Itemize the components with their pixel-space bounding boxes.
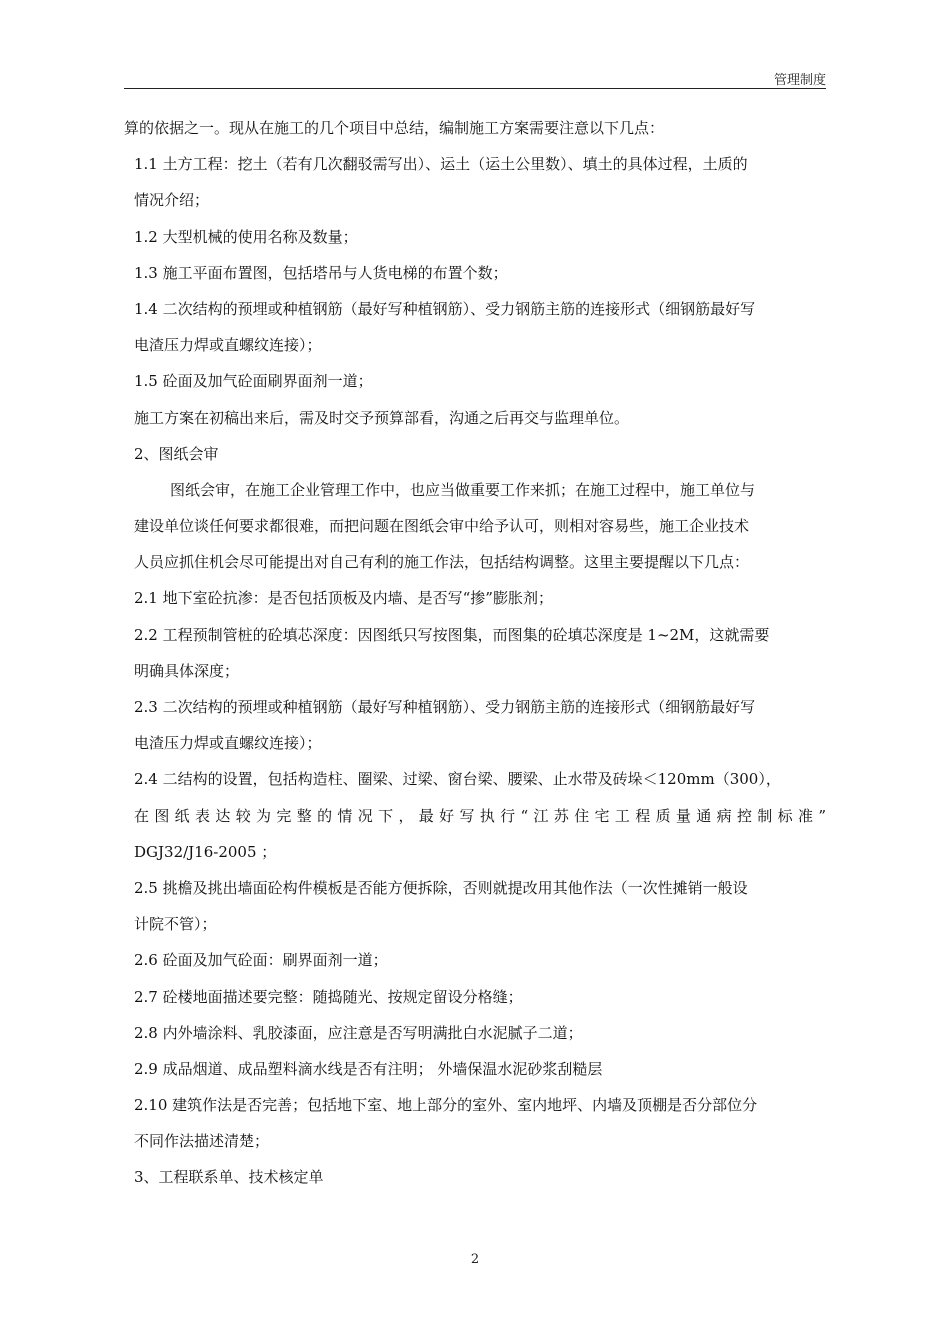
text-line: 1.2 大型机械的使用名称及数量； — [134, 227, 358, 246]
text-line: 建设单位谈任何要求都很难，而把问题在图纸会审中给予认可，则相对容易些，施工企业技术 — [134, 517, 750, 536]
text-line: DGJ32/J16-2005 ； — [134, 842, 277, 861]
page-header — [124, 66, 826, 89]
text-line: 2.1 地下室砼抗渗：是否包括顶板及内墙、是否写“掺”膨胀剂； — [134, 589, 553, 608]
text-line: 不同作法描述清楚； — [134, 1132, 270, 1151]
text-line: 2.6 砼面及加气砼面：刷界面剂一道； — [134, 951, 388, 970]
text-line: 算的依据之一。现从在施工的几个项目中总结，编制施工方案需要注意以下几点： — [124, 119, 665, 137]
text-line: 在图纸表达较为完整的情况下，最好写执行“江苏住宅工程质量通病控制标准” — [134, 806, 826, 825]
text-line: 情况介绍； — [134, 191, 210, 210]
text-line: 2.3 二次结构的预埋或种植钢筋（最好写种植钢筋）、受力钢筋主筋的连接形式（细钢筋最好写 — [134, 698, 756, 716]
text-line: 电渣压力焊或直螺纹连接）； — [134, 734, 322, 753]
text-line: 1.4 二次结构的预埋或种植钢筋（最好写种植钢筋）、受力钢筋主筋的连接形式（细钢筋最好写 — [134, 299, 756, 318]
page-number: 2 — [470, 1252, 480, 1267]
text-line: 2.10 建筑作法是否完善；包括地下室、地上部分的室外、室内地坪、内墙及顶棚是否分部位分 — [134, 1096, 758, 1115]
text-line: 1.3 施工平面布置图，包括塔吊与人货电梯的布置个数； — [134, 263, 508, 282]
text-line: 2.8 内外墙涂料、乳胶漆面，应注意是否写明满批白水泥腻子二道； — [134, 1023, 583, 1042]
text-line: 2.9 成品烟道、成品塑料滴水线是否有注明； 外墙保温水泥砂浆刮糙层 — [134, 1059, 603, 1078]
text-line: 电渣压力焊或直螺纹连接）； — [134, 336, 322, 355]
text-line: 2.2 工程预制管桩的砼填芯深度：因图纸只写按图集，而图集的砼填芯深度是 1~2M，这就需要 — [134, 625, 770, 644]
section-heading: 3、工程联系单、技术核定单 — [134, 1168, 324, 1187]
text-line: 1.5 砼面及加气砼面刷界面剂一道； — [134, 372, 373, 391]
text-line: 人员应抓住机会尽可能提出对自己有利的施工作法，包括结构调整。这里主要提醒以下几点： — [134, 553, 750, 572]
document-body — [124, 118, 826, 1204]
text-line: 1.1 土方工程：挖土（若有几次翻驳需写出）、运土（运土公里数）、填土的具体过程，土质的 — [134, 155, 748, 174]
text-line: 计院不管）； — [134, 915, 217, 934]
text-line: 2.7 砼楼地面描述要完整：随捣随光、按规定留设分格缝； — [134, 987, 523, 1006]
text-line: 明确具体深度； — [134, 661, 240, 680]
section-heading: 2、图纸会审 — [134, 444, 219, 463]
header-title: 管理制度 — [773, 73, 826, 88]
text-line: 2.5 挑檐及挑出墙面砼构件模板是否能方便拆除，否则就提改用其他作法（一次性摊销一般设 — [134, 878, 748, 897]
text-line: 2.4 二结构的设置，包括构造柱、圈梁、过梁、窗台梁、腰梁、止水带及砖垛＜120mm（300）， — [134, 770, 781, 789]
text-line: 图纸会审，在施工企业管理工作中，也应当做重要工作来抓；在施工过程中，施工单位与 — [170, 480, 756, 499]
text-line: 施工方案在初稿出来后，需及时交予预算部看，沟通之后再交与监理单位。 — [134, 408, 630, 427]
